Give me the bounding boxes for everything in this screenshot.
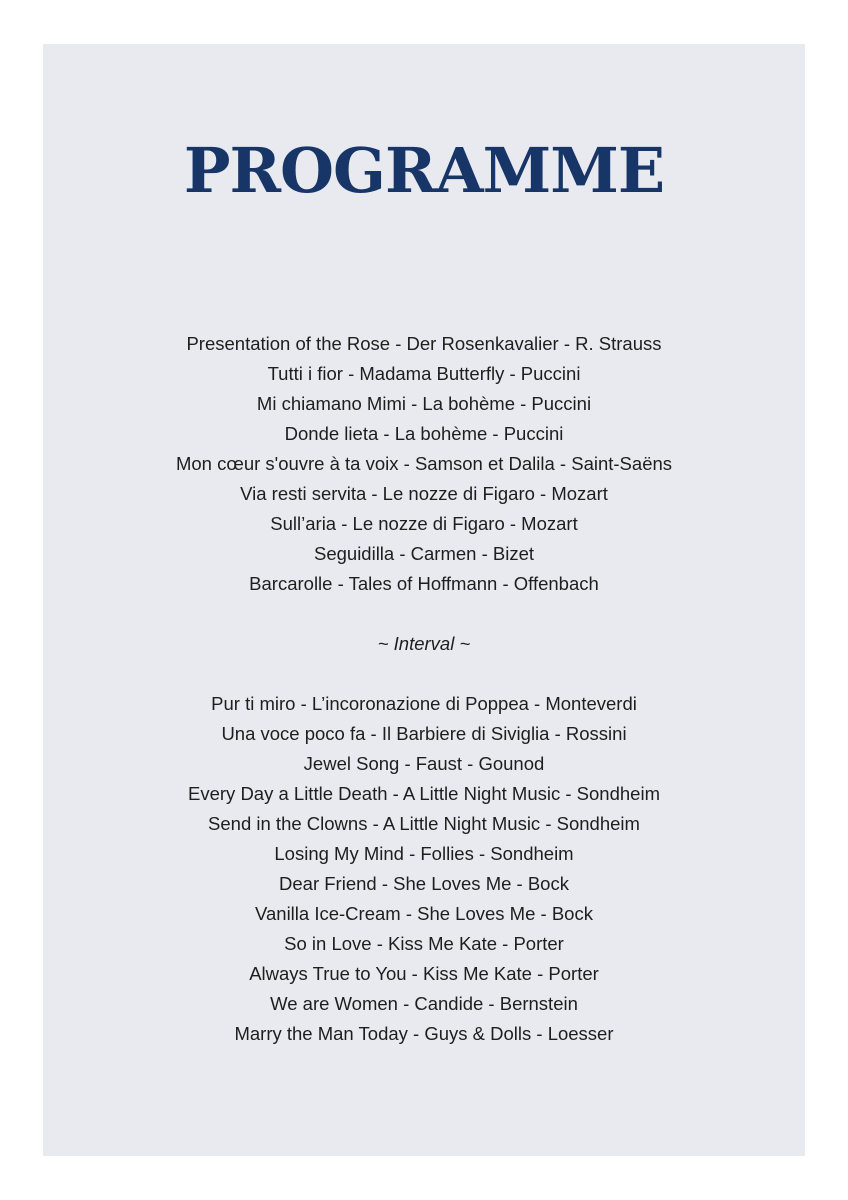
programme-item: So in Love - Kiss Me Kate - Porter [284,933,564,954]
programme-item: Sull’aria - Le nozze di Figaro - Mozart [270,513,578,534]
programme-item: We are Women - Candide - Bernstein [270,993,578,1014]
programme-item: Jewel Song - Faust - Gounod [303,753,545,774]
programme-item: Marry the Man Today - Guys & Dolls - Loesser [234,1023,614,1044]
programme-item: Always True to You - Kiss Me Kate - Porter [249,963,599,984]
programme-item: Pur ti miro - L’incoronazione di Poppea - Monteverdi [211,693,637,714]
programme-item: Presentation of the Rose - Der Rosenkavalier - R. Strauss [186,333,662,354]
page-title: PROGRAMME [183,134,665,207]
programme-item: Donde lieta - La bohème - Puccini [284,423,564,444]
programme-item: Via resti servita - Le nozze di Figaro - Mozart [240,483,608,504]
programme-item: Mi chiamano Mimi - La bohème - Puccini [256,393,592,414]
programme-item: Every Day a Little Death - A Little Night Music - Sondheim [188,783,660,804]
programme-item: Vanilla Ice-Cream - She Loves Me - Bock [255,903,593,924]
programme-item: Mon cœur s'ouvre à ta voix - Samson et Dalila - Saint-Saëns [175,453,673,474]
programme-item: Losing My Mind - Follies - Sondheim [274,843,574,864]
programme-item: Seguidilla - Carmen - Bizet [313,543,535,564]
programme-panel [43,44,805,1156]
programme-item: Dear Friend - She Loves Me - Bock [279,873,569,894]
programme-list [43,329,805,1049]
programme-item: Una voce poco fa - Il Barbiere di Siviglia - Rossini [221,723,627,744]
programme-item: Send in the Clowns - A Little Night Music - Sondheim [208,813,640,834]
programme-item: Barcarolle - Tales of Hoffmann - Offenbach [249,573,599,594]
spacer [43,599,805,629]
interval-label: ~ Interval ~ [377,633,471,654]
spacer [43,659,805,689]
programme-item: Tutti i fior - Madama Butterfly - Puccini [267,363,581,384]
